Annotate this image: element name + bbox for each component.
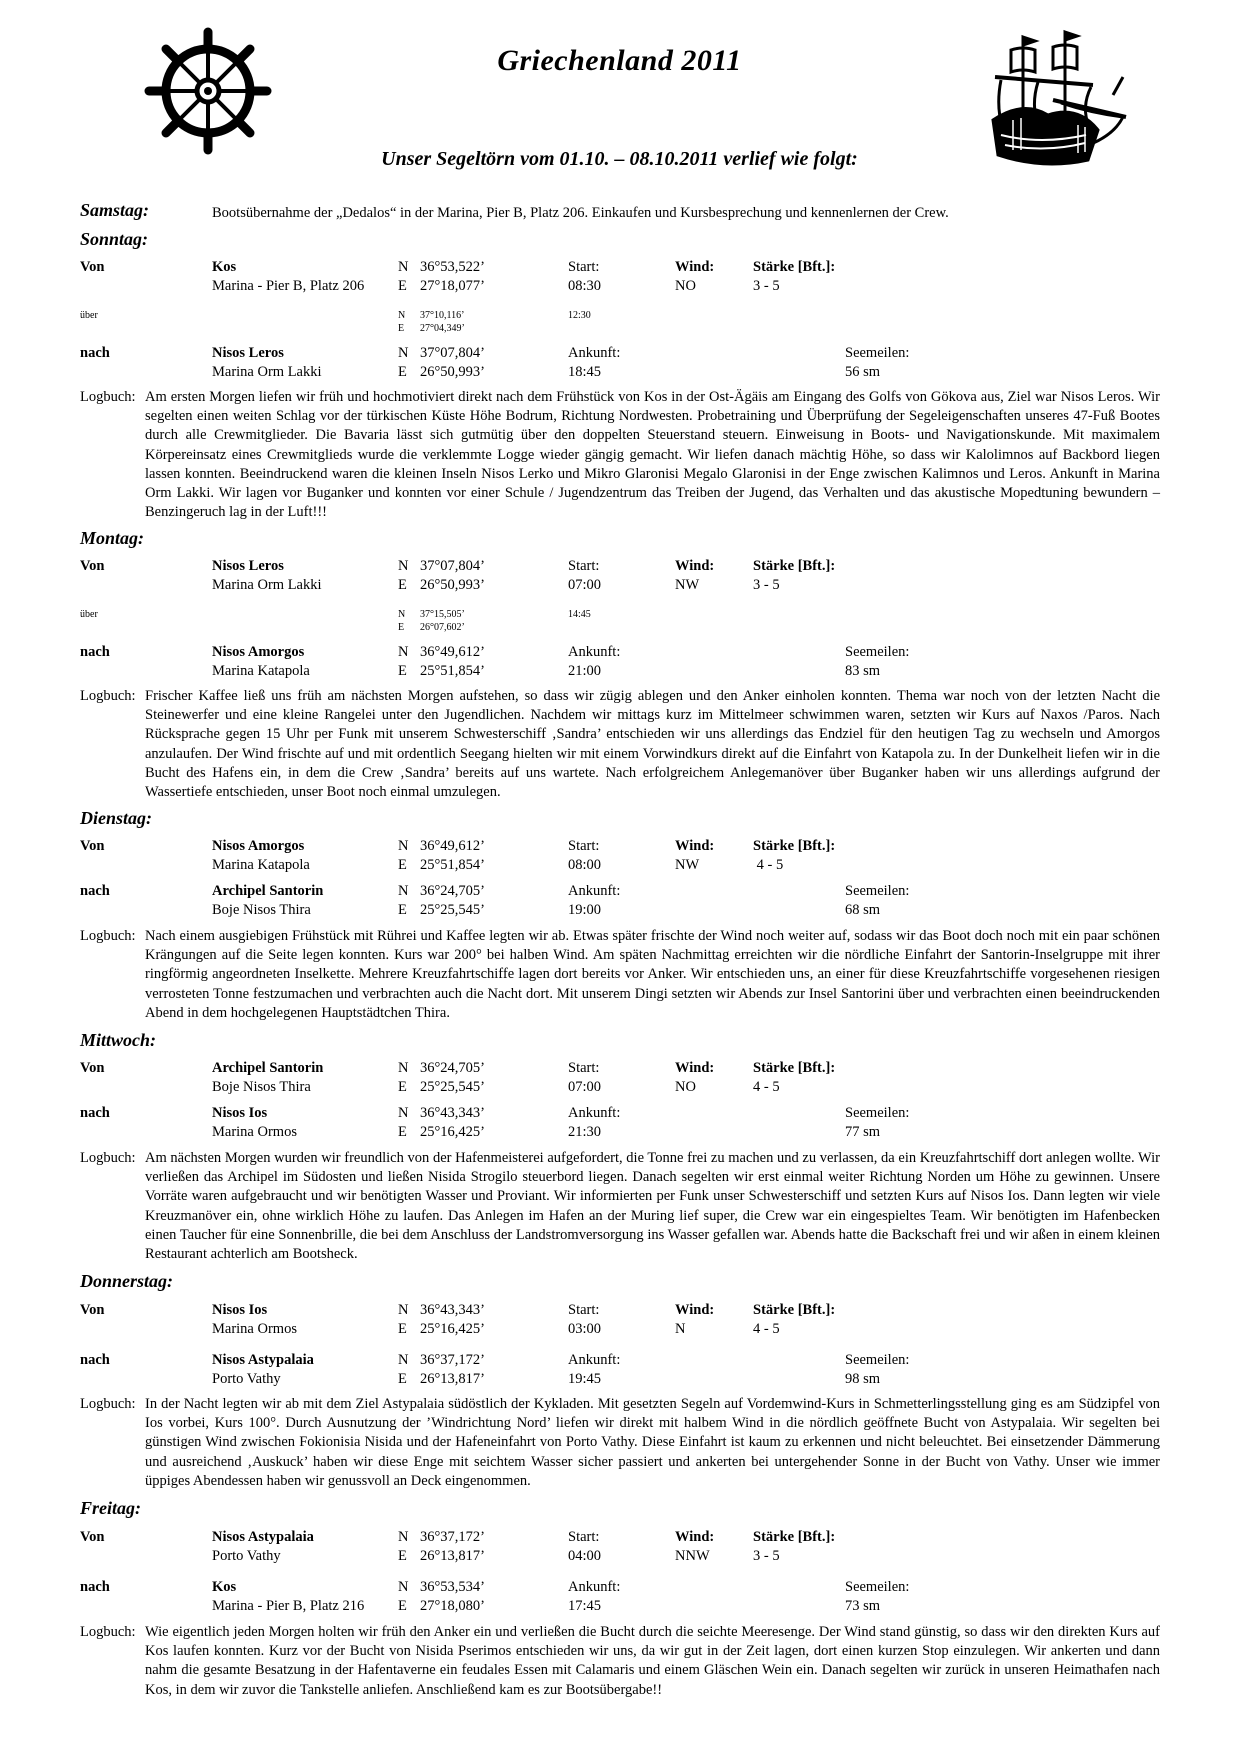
distance-value: 83 sm <box>845 663 881 679</box>
from-name: Kos <box>212 259 237 275</box>
from-label: Von <box>80 1302 105 1318</box>
distance-label: Seemeilen: <box>845 1105 910 1121</box>
day-heading: Freitag: <box>80 1498 141 1518</box>
n-label: N <box>398 310 406 321</box>
arrival-time: 18:45 <box>568 364 602 380</box>
strength-label: Stärke [Bft.]: <box>753 1302 836 1318</box>
from-row <box>0 836 1239 856</box>
arrival-label: Ankunft: <box>568 1579 621 1595</box>
start-time: 03:00 <box>568 1321 602 1337</box>
wind-strength: 4 - 5 <box>753 857 784 873</box>
to-label: nach <box>80 345 110 361</box>
from-row <box>0 257 1239 277</box>
arrival-label: Ankunft: <box>568 1352 621 1368</box>
e-label: E <box>398 577 407 593</box>
n-label: N <box>398 644 409 660</box>
start-time: 08:00 <box>568 857 602 873</box>
from-label: Von <box>80 259 105 275</box>
wind-label: Wind: <box>675 558 715 574</box>
from-label: Von <box>80 1060 105 1076</box>
to-label: nach <box>80 1352 110 1368</box>
wind-label: Wind: <box>675 838 715 854</box>
distance-value: 56 sm <box>845 364 881 380</box>
start-label: Start: <box>568 1302 600 1318</box>
from-lat: 36°24,705’ <box>420 1060 486 1076</box>
arrival-time: 21:00 <box>568 663 602 679</box>
distance-value: 68 sm <box>845 902 881 918</box>
from-place: Marina Orm Lakki <box>212 577 322 593</box>
logbook-entry <box>80 1623 1160 1700</box>
logbook-label: Logbuch: <box>80 928 136 944</box>
wind-label: Wind: <box>675 1060 715 1076</box>
from-place: Marina Ormos <box>212 1321 297 1337</box>
n-label: N <box>398 1529 409 1545</box>
to-row <box>0 1350 1239 1370</box>
to-lon: 25°25,545’ <box>420 902 486 918</box>
day-heading: Donnerstag: <box>80 1271 174 1291</box>
e-label: E <box>398 902 407 918</box>
to-row-2 <box>0 661 1239 681</box>
logbook-entry <box>80 388 1160 522</box>
from-name: Nisos Astypalaia <box>212 1529 314 1545</box>
from-lat: 36°37,172’ <box>420 1529 486 1545</box>
distance-label: Seemeilen: <box>845 883 910 899</box>
arrival-label: Ankunft: <box>568 644 621 660</box>
start-time: 08:30 <box>568 278 602 294</box>
e-label: E <box>398 1321 407 1337</box>
from-lon: 26°50,993’ <box>420 577 486 593</box>
via-lat: 37°15,505’ <box>420 609 465 620</box>
e-label: E <box>398 323 405 334</box>
e-label: E <box>398 1079 407 1095</box>
start-time: 07:00 <box>568 577 602 593</box>
via-lat: 37°10,116’ <box>420 310 465 321</box>
to-lon: 25°16,425’ <box>420 1124 486 1140</box>
to-row-2 <box>0 362 1239 382</box>
start-label: Start: <box>568 259 600 275</box>
day-heading: Mittwoch: <box>80 1030 157 1050</box>
start-label: Start: <box>568 1529 600 1545</box>
from-name: Nisos Ios <box>212 1302 268 1318</box>
strength-label: Stärke [Bft.]: <box>753 558 836 574</box>
wind-direction: NNW <box>675 1548 710 1564</box>
distance-label: Seemeilen: <box>845 1352 910 1368</box>
logbook-text: Wie eigentlich jeden Morgen holten wir früh den Anker ein und verließen die Bucht durch die seichte Meeresenge. Der Wind stand günstig, so dass wir den direkten Kurs auf Kos laufen konnten. Kurz vor der Bucht von Nisida Pserimos entschieden wir uns, da wir gut in der Zeit lagen, dort einen kurzen Stop einzulegen. Wir ankerten und dann nahm die gesamte Besatzung in der Hafentaverne ein feudales Essen mit Calamaris und einem Gläschen Wein ein. Danach segelten wir zurück in unseren Heimathafen nach Kos, in dem wir zuvor die Tankstelle anliefen. Anschließend kam es zur Bootsübergabe!! <box>145 1624 1160 1698</box>
page-title: Griechenland 2011 <box>497 44 742 77</box>
strength-label: Stärke [Bft.]: <box>753 838 836 854</box>
via-row <box>0 309 1239 322</box>
arrival-label: Ankunft: <box>568 883 621 899</box>
from-lat: 37°07,804’ <box>420 558 486 574</box>
n-label: N <box>398 558 409 574</box>
from-lon: 25°25,545’ <box>420 1079 486 1095</box>
arrival-time: 21:30 <box>568 1124 602 1140</box>
to-label: nach <box>80 1579 110 1595</box>
from-lon: 25°51,854’ <box>420 857 486 873</box>
page-subtitle: Unser Segeltörn vom 01.10. – 08.10.2011 verlief wie folgt: <box>381 148 858 170</box>
day-heading: Dienstag: <box>80 808 152 828</box>
to-row <box>0 642 1239 662</box>
wind-strength: 3 - 5 <box>753 278 780 294</box>
via-row-2 <box>0 322 1239 335</box>
from-name: Archipel Santorin <box>212 1060 324 1076</box>
wind-direction: N <box>675 1321 686 1337</box>
e-label: E <box>398 1124 407 1140</box>
wind-label: Wind: <box>675 1529 715 1545</box>
to-lat: 36°24,705’ <box>420 883 486 899</box>
to-lat: 36°37,172’ <box>420 1352 486 1368</box>
to-row <box>0 343 1239 363</box>
wind-strength: 3 - 5 <box>753 1548 780 1564</box>
e-label: E <box>398 663 407 679</box>
logbook-text: Am nächsten Morgen wurden wir freundlich von der Hafenmeisterei aufgefordert, die Tonne frei zu machen und zu verlassen, da ein Kreuzfahrtschiff dort anlegen wollte. Wir verließen das Archipel im Südosten und ließen Nisida Strogilo steuerbord liegen. Danach segelten wir erst einmal weiter Richtung Norden um Höhe zu gewinnen. Unsere Vorräte waren aufgebraucht und wir benötigten Wasser und Proviant. Wir informierten per Funk unser Schwesterschiff und setzten Kurs auf Nisos Ios. Dann legten wir viele Kreuzmanöver ein, ohne wirklich Höhe zu laufen. Das Anlegen im Hafen an der Muring lief super, die Crew war ein eingespieltes Team. Wir benötigten im Hafenbecken einen Taucher für eine Sonnenbrille, die bei dem Anschluss der Landstromversorgung ins Wasser gefallen war. Abends hatte die Backschaft frei und wir aßen in einem kleinen Restaurant achterlich am Bootsheck. <box>145 1150 1160 1263</box>
n-label: N <box>398 883 409 899</box>
wind-strength: 4 - 5 <box>753 1321 780 1337</box>
logbook-entry <box>80 927 1160 1023</box>
wind-direction: NW <box>675 857 700 873</box>
distance-label: Seemeilen: <box>845 644 910 660</box>
start-label: Start: <box>568 1060 600 1076</box>
to-place: Marina Ormos <box>212 1124 297 1140</box>
start-time: 04:00 <box>568 1548 602 1564</box>
arrival-label: Ankunft: <box>568 345 621 361</box>
via-label: über <box>80 609 98 620</box>
logbook-label: Logbuch: <box>80 688 136 704</box>
from-name: Nisos Leros <box>212 558 284 574</box>
from-lat: 36°53,522’ <box>420 259 486 275</box>
n-label: N <box>398 345 409 361</box>
to-label: nach <box>80 883 110 899</box>
n-label: N <box>398 1105 409 1121</box>
samstag-text: Bootsübernahme der „Dedalos“ in der Marina, Pier B, Platz 206. Einkaufen und Kursbesprechung und kennenlernen der Crew. <box>212 205 949 221</box>
e-label: E <box>398 1548 407 1564</box>
from-label: Von <box>80 558 105 574</box>
e-label: E <box>398 857 407 873</box>
n-label: N <box>398 259 409 275</box>
e-label: E <box>398 622 405 633</box>
to-place: Marina - Pier B, Platz 216 <box>212 1598 365 1614</box>
logbook-text: Nach einem ausgiebigen Frühstück mit Rührei und Kaffee legten wir ab. Etwas später frischte der Wind noch weiter auf, sodass wir das Boot doch noch mit ein paar schönen Krängungen auf die Seite legen konnten. Kurs war 200° bei halben Wind. Am späten Nachmittag erreichten wir die nördliche Einfahrt der Santorin-Inselgruppe mit ihrer ringförmig angeordneten Inselkette. Mehrere Kreuzfahrtschiffe lagen dort bereits vor Anker. Wir entschieden uns, an einer für diese Kreuzfahrtschiffe vorgesehenen riesigen verrosteten Tonne festzumachen und verbrachten auch die Nacht dort. Mit unserem Dingi setzten wir Abends zur Insel Santorini über und verbrachten einen beeindruckenden Abend in dem hochgelegenen Hauptstädtchen Thira. <box>145 928 1160 1021</box>
to-place: Marina Katapola <box>212 663 310 679</box>
logbook-entry <box>80 1149 1160 1264</box>
via-lon: 27°04,349’ <box>420 323 465 334</box>
e-label: E <box>398 1371 407 1387</box>
distance-value: 77 sm <box>845 1124 881 1140</box>
to-lat: 36°53,534’ <box>420 1579 486 1595</box>
to-name: Nisos Astypalaia <box>212 1352 314 1368</box>
via-row <box>0 608 1239 621</box>
arrival-time: 17:45 <box>568 1598 602 1614</box>
logbook-text: Frischer Kaffee ließ uns früh am nächsten Morgen aufstehen, so dass wir zügig ablegen und den Anker einholen konnten. Thema war noch von der letzten Nacht die Steinewerfer und eine kleine Rangelei unter den Jugendlichen. Nachdem wir mittags kurz im Mittelmeer schwimmen waren, setzten wir Kurs auf Naxos /Paros. Nach Rücksprache gegen 15 Uhr per Funk mit unserem Schwesterschiff ‚Sandra’ entschieden wir uns allerdings das Endziel für den heutigen Tag zu wechseln und Amorgos anzulaufen. Der Wind frischte auf und mit ordentlich Seegang hielten wir mit einem Vorwindkurs direkt auf die Einfahrt von Katapola zu. In der Dunkelheit liefen wir in die Bucht des Hafens ein, in dem die Crew ‚Sandra’ bereits auf uns wartete. Nach erfolgreichem Anlegemanöver über Buganker haben wir uns allerdings aufgrund der Wassertiefe entschieden, unser Boot noch einmal umzulegen. <box>145 688 1160 801</box>
to-lat: 37°07,804’ <box>420 345 486 361</box>
from-place: Boje Nisos Thira <box>212 1079 311 1095</box>
from-place: Marina Katapola <box>212 857 310 873</box>
to-row-2 <box>0 1369 1239 1389</box>
to-lon: 26°13,817’ <box>420 1371 486 1387</box>
to-lon: 27°18,080’ <box>420 1598 486 1614</box>
start-label: Start: <box>568 558 600 574</box>
day-heading: Sonntag: <box>80 229 149 249</box>
to-lat: 36°43,343’ <box>420 1105 486 1121</box>
wind-strength: 4 - 5 <box>753 1079 780 1095</box>
to-lon: 26°50,993’ <box>420 364 486 380</box>
from-row <box>0 1300 1239 1320</box>
from-row <box>0 556 1239 576</box>
arrival-label: Ankunft: <box>568 1105 621 1121</box>
to-row <box>0 1577 1239 1597</box>
from-lat: 36°49,612’ <box>420 838 486 854</box>
start-label: Start: <box>568 838 600 854</box>
via-row-2 <box>0 621 1239 634</box>
logbook-entry <box>80 687 1160 802</box>
day-heading: Montag: <box>80 528 145 548</box>
from-row-2 <box>0 855 1239 875</box>
from-row <box>0 1527 1239 1547</box>
logbook-text: In der Nacht legten wir ab mit dem Ziel Astypalaia südöstlich der Kykladen. Mit gesetzten Segeln auf Vordemwind-Kurs in Schmetterlingsstellung ging es am Südzipfel von Ios vorbei, Kurs 100°. Durch Ausnutzung der ’Windrichtung Nord’ liefen wir direkt mit halbem Wind in die nördlich geöffnete Bucht von Astypalaia. Wir segelten bei günstigen Wind zwischen Fokionisia Nisida und der Hafeneinfahrt von Porto Vathy. Diese Einfahrt ist kaum zu erkennen und nicht beleuchtet. Bei einsetzender Dämmerung und ausreichend ‚Auskuck’ haben wir diese Enge mit seichtem Wasser sicher passiert und ankerten bei untergehender Sonne in der Bucht von Vathy. Unser wie immer üppiges Abendessen haben wir genussvoll an Deck eingenommen. <box>145 1396 1160 1489</box>
from-label: Von <box>80 1529 105 1545</box>
to-name: Kos <box>212 1579 237 1595</box>
n-label: N <box>398 838 409 854</box>
from-lon: 27°18,077’ <box>420 278 486 294</box>
logbook-entry <box>80 1395 1160 1491</box>
to-lon: 25°51,854’ <box>420 663 486 679</box>
to-lat: 36°49,612’ <box>420 644 486 660</box>
from-row-2 <box>0 1077 1239 1097</box>
to-row <box>0 1103 1239 1123</box>
logbook-label: Logbuch: <box>80 1624 136 1640</box>
to-name: Nisos Ios <box>212 1105 268 1121</box>
n-label: N <box>398 1352 409 1368</box>
wind-strength: 3 - 5 <box>753 577 780 593</box>
distance-label: Seemeilen: <box>845 1579 910 1595</box>
to-row-2 <box>0 900 1239 920</box>
to-row-2 <box>0 1122 1239 1142</box>
from-row-2 <box>0 1546 1239 1566</box>
to-place: Marina Orm Lakki <box>212 364 322 380</box>
to-place: Porto Vathy <box>212 1371 281 1387</box>
to-label: nach <box>80 1105 110 1121</box>
start-time: 07:00 <box>568 1079 602 1095</box>
via-time: 14:45 <box>568 609 591 620</box>
strength-label: Stärke [Bft.]: <box>753 259 836 275</box>
wind-label: Wind: <box>675 259 715 275</box>
n-label: N <box>398 1579 409 1595</box>
logbook-label: Logbuch: <box>80 389 136 405</box>
from-row <box>0 1058 1239 1078</box>
from-label: Von <box>80 838 105 854</box>
arrival-time: 19:00 <box>568 902 602 918</box>
to-label: nach <box>80 644 110 660</box>
to-name: Archipel Santorin <box>212 883 324 899</box>
from-row-2 <box>0 1319 1239 1339</box>
from-lon: 26°13,817’ <box>420 1548 486 1564</box>
distance-value: 73 sm <box>845 1598 881 1614</box>
strength-label: Stärke [Bft.]: <box>753 1529 836 1545</box>
via-lon: 26°07,602’ <box>420 622 465 633</box>
wind-direction: NO <box>675 1079 696 1095</box>
n-label: N <box>398 1302 409 1318</box>
wind-label: Wind: <box>675 1302 715 1318</box>
distance-label: Seemeilen: <box>845 345 910 361</box>
e-label: E <box>398 364 407 380</box>
from-place: Marina - Pier B, Platz 206 <box>212 278 365 294</box>
e-label: E <box>398 1598 407 1614</box>
to-row-2 <box>0 1596 1239 1616</box>
to-name: Nisos Leros <box>212 345 284 361</box>
logbook-text: Am ersten Morgen liefen wir früh und hochmotiviert direkt nach dem Frühstück von Kos in der Ost-Ägäis am Eingang des Golfs von Gökova aus, Ziel war Nisos Leros. Wir segelten einen weiten Schlag vor der türkischen Küste Höhe Bodrum, Richtung Nordwesten. Probetraining und Überprüfung der Segeleigenschaften unseres 47-Fuß Bootes durch alle Crewmitglieder. Die Bavaria lässt sich gutmütig über den doppelten Steuerstand steuern. Einweisung in Boots- und Navigationskunde. Mit maximalem Körpereinsatz eines Crewmitglieds wurde die verklemmte Logge wieder gängig gemacht. Wir liefen danach mächtig Höhe, so dass wir Kalolimnos auf Backbord liegen lassen konnten. Beeindruckend waren die kleinen Inseln Nisos Lerko und Mikro Glaronisi Megalo Glaronisi in der Enge zwischen Kalimnos und Leros. Ankunft in Marina Orm Lakki. Wir lagen vor Buganker und konnten vor einer Schule / Jugendzentrum das Treiben der Jugend, das Verhalten und das akustische Mopedtuning bewundern – Benzingeruch lag in der Luft!!! <box>145 389 1160 521</box>
wind-direction: NO <box>675 278 696 294</box>
logbook-label: Logbuch: <box>80 1150 136 1166</box>
e-label: E <box>398 278 407 294</box>
logbook-label: Logbuch: <box>80 1396 136 1412</box>
from-row-2 <box>0 276 1239 296</box>
to-name: Nisos Amorgos <box>212 644 305 660</box>
wind-direction: NW <box>675 577 700 593</box>
from-lon: 25°16,425’ <box>420 1321 486 1337</box>
from-row-2 <box>0 575 1239 595</box>
from-name: Nisos Amorgos <box>212 838 305 854</box>
n-label: N <box>398 609 406 620</box>
day-heading-samstag: Samstag: <box>80 200 150 220</box>
to-place: Boje Nisos Thira <box>212 902 311 918</box>
to-row <box>0 881 1239 901</box>
strength-label: Stärke [Bft.]: <box>753 1060 836 1076</box>
arrival-time: 19:45 <box>568 1371 602 1387</box>
via-label: über <box>80 310 98 321</box>
distance-value: 98 sm <box>845 1371 881 1387</box>
n-label: N <box>398 1060 409 1076</box>
via-time: 12:30 <box>568 310 591 321</box>
from-lat: 36°43,343’ <box>420 1302 486 1318</box>
from-place: Porto Vathy <box>212 1548 281 1564</box>
